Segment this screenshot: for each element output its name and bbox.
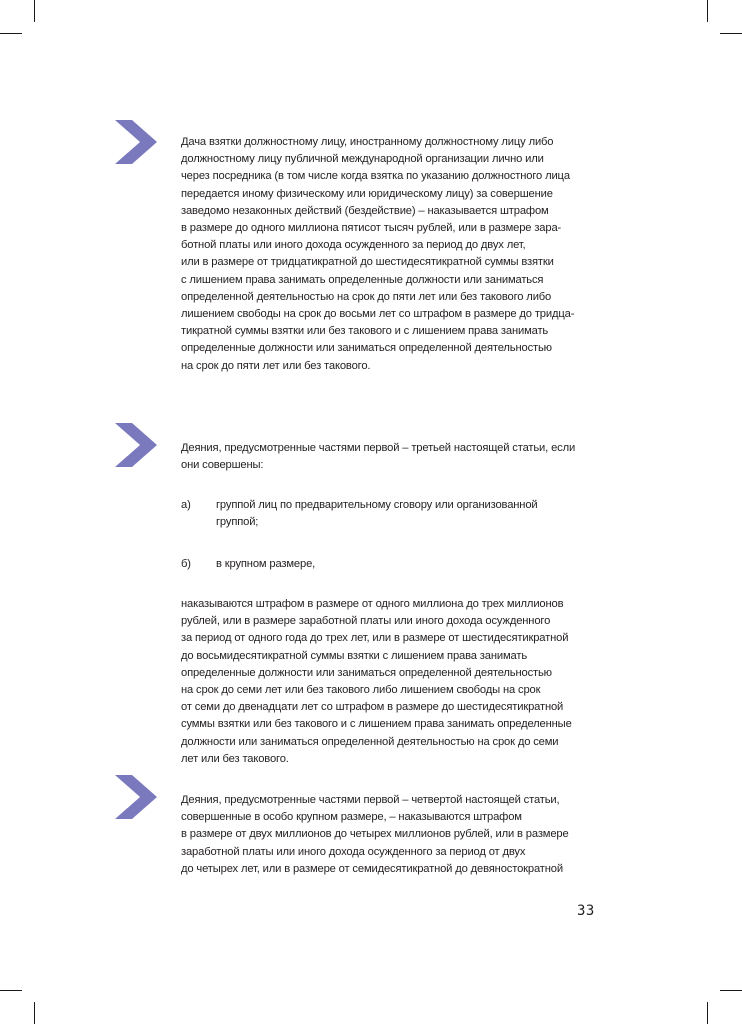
- paragraph-penalty: наказываются штрафом в размере от одного миллиона до трех миллионов рублей, или в размере заработной платы или иного дохода осужденного за период от одного года до трех лет, или в размере от шестидесятикратной до восьмидесятикратной суммы взятки с лишением права занимать определенные должности или заниматься определенной деятельностью на срок до семи лет или без такового либо лишением свободы на срок от семи до двенадцати лет со штрафом в размере до шестидесятикратной суммы взятки или без такового и с лишением права занимать определенные должности или заниматься определенной деятельностью на срок до семи лет или без такового.: [181, 598, 572, 765]
- crop-mark: [707, 0, 708, 22]
- paragraph-especially-large: Деяния, предусмотренные частями первой – четвертой настоящей статьи, совершенные в особо крупном размере, – наказываются штрафом в размере от двух миллионов до четырех миллионов рублей, или в размере заработной платы или иного дохода осужденного за период от двух до четырех лет, или в размере от семидесятикратной до девяностократной: [181, 794, 569, 875]
- chevron-right-icon: [115, 120, 157, 164]
- chevron-shape: [115, 775, 157, 819]
- crop-mark: [707, 1002, 708, 1024]
- chevron-shape: [115, 423, 157, 467]
- crop-mark: [34, 1002, 35, 1024]
- chevron-right-icon: [115, 423, 157, 467]
- list-item-text: в крупном размере,: [216, 558, 316, 570]
- crop-mark: [720, 990, 742, 991]
- paragraph-aggravated-intro: Деяния, предусмотренные частями первой – третьей настоящей статьи, если они совершены:: [181, 442, 576, 472]
- page-number: 33: [577, 903, 595, 919]
- crop-mark: [0, 990, 22, 991]
- crop-mark: [720, 33, 742, 34]
- list-item-text: группой лиц по предварительному сговору или организованной группой;: [216, 499, 538, 529]
- chevron-right-icon: [115, 775, 157, 819]
- crop-mark: [34, 0, 35, 22]
- chevron-shape: [115, 120, 157, 164]
- paragraph-bribery: Дача взятки должностному лицу, иностранному должностному лицу либо должностному лицу публичной международной организации лично или через посредника (в том числе когда взятка по указанию должностного лица передается иному физическому или юридическому лицу) за совершение заведомо незаконных действий (бездействие) – наказывается штрафом в размере до одного миллиона пятисот тысяч рублей, или в размере зара- ботной платы или иного дохода осужденного за период до двух лет, или в размере от тридцатикратной до шестидесятикратной суммы взятки с лишением права занимать определенные должности или заниматься определенной деятельностью на срок до пяти лет или без такового либо лишением свободы на срок до восьми лет со штрафом в размере до тридца- тикратной суммы взятки или без такового и с лишением права занимать определенные должности или заниматься определенной деятельностью на срок до пяти лет или без такового.: [181, 136, 575, 372]
- crop-mark: [0, 33, 22, 34]
- list-marker: б): [181, 558, 191, 570]
- list-marker: а): [181, 499, 191, 511]
